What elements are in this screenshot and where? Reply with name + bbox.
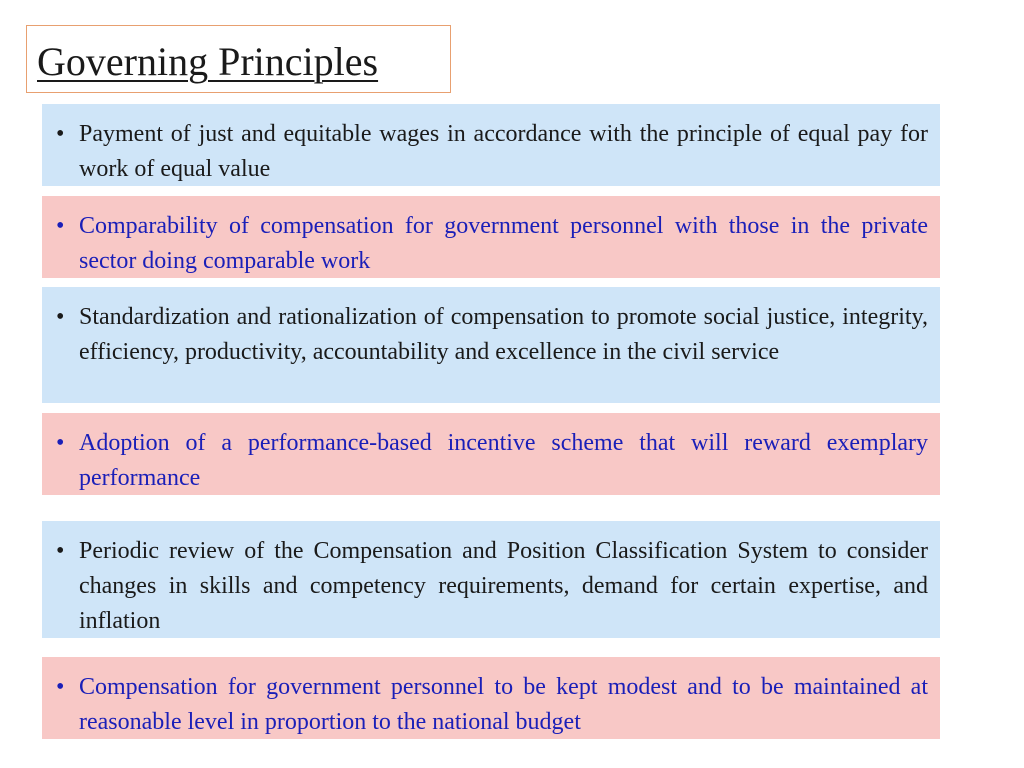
page-title: Governing Principles	[37, 39, 379, 84]
list-item	[56, 670, 928, 740]
bullet-icon: •	[56, 538, 65, 564]
principle-box-incentive	[42, 413, 940, 495]
principle-text: Adoption of a performance-based incentive scheme that will reward exemplary performance	[79, 430, 928, 491]
bullet-icon: •	[56, 304, 65, 330]
list-item	[56, 426, 928, 496]
bullet-icon: •	[56, 674, 65, 700]
principle-text: Compensation for government personnel to be kept modest and to be maintained at reasonable level in proportion to the national budget	[79, 674, 928, 735]
list-item	[56, 117, 928, 187]
list-item	[56, 300, 928, 370]
principle-text: Standardization and rationalization of compensation to promote social justice, integrity, efficiency, productivity, accountability and excellence in the civil service	[79, 304, 928, 365]
bullet-icon: •	[56, 430, 65, 456]
principle-text: Periodic review of the Compensation and Position Classification System to consider changes in skills and competency requirements, demand for certain expertise, and inflation	[79, 538, 928, 634]
principle-box-equal-pay	[42, 104, 940, 186]
list-item	[56, 209, 928, 279]
bullet-icon: •	[56, 121, 65, 147]
principle-box-modest-compensation	[42, 657, 940, 739]
principle-box-comparability	[42, 196, 940, 278]
principle-box-periodic-review	[42, 521, 940, 638]
principle-box-standardization	[42, 287, 940, 403]
principle-text: Payment of just and equitable wages in accordance with the principle of equal pay for work of equal value	[79, 121, 928, 182]
principle-text: Comparability of compensation for government personnel with those in the private sector doing comparable work	[79, 213, 928, 274]
title-box	[26, 25, 451, 93]
bullet-icon: •	[56, 213, 65, 239]
list-item	[56, 534, 928, 639]
